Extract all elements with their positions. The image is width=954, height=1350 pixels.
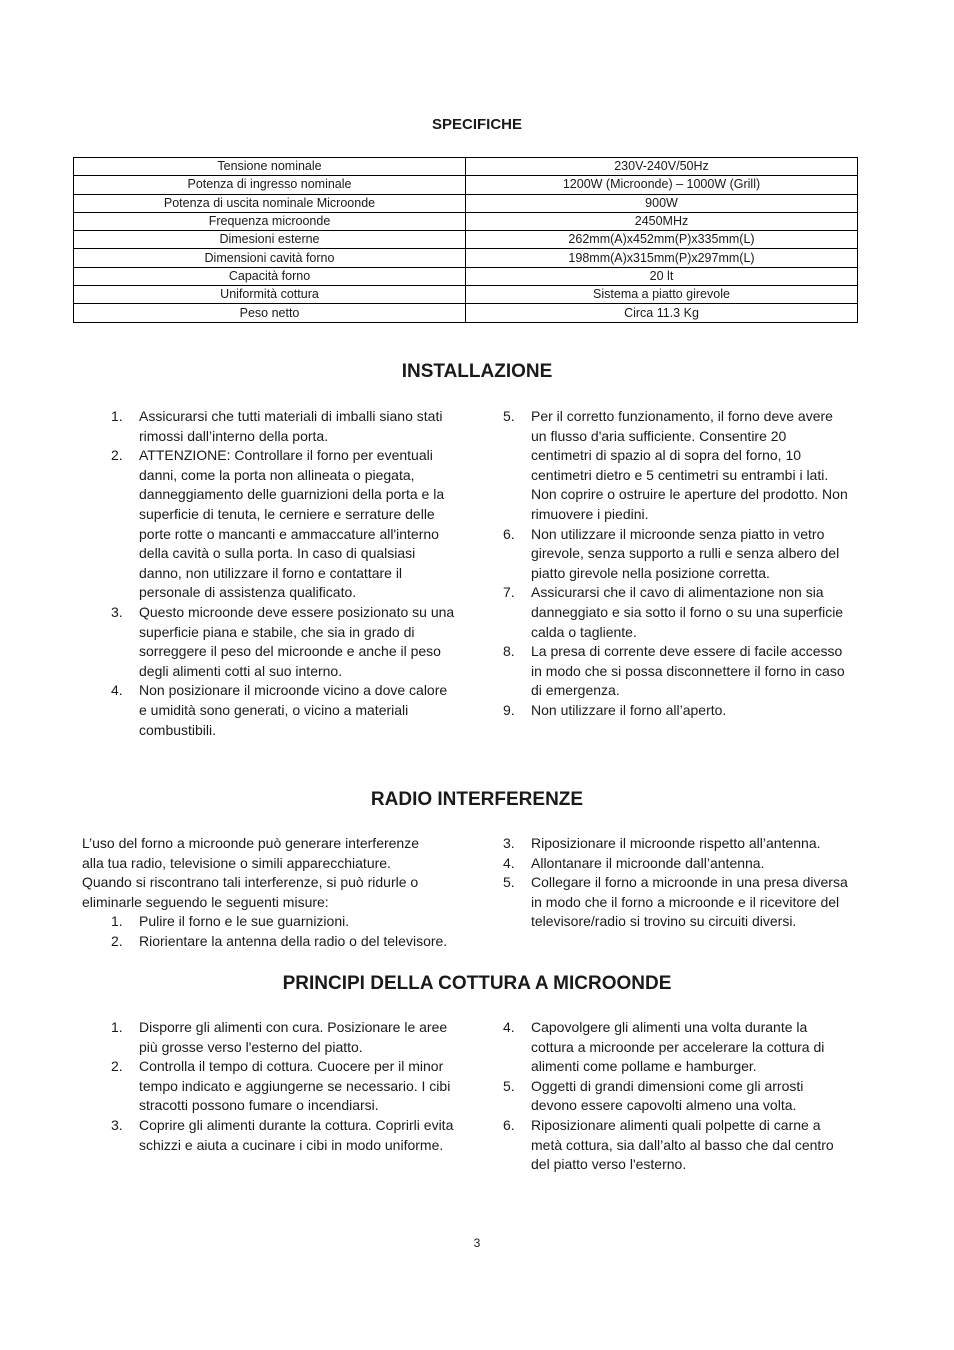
- spec-label: Capacità forno: [74, 267, 466, 285]
- list-item: [111, 1116, 456, 1155]
- table-row: [74, 267, 858, 285]
- spec-label: Dimensioni cavità forno: [74, 249, 466, 267]
- specs-table: [73, 157, 858, 323]
- list-item: [111, 446, 456, 603]
- principi-title: PRINCIPI DELLA COTTURA A MICROONDE: [282, 973, 672, 994]
- table-row: [74, 304, 858, 322]
- list-item: [111, 1018, 456, 1057]
- spec-value: 230V-240V/50Hz: [466, 158, 858, 176]
- table-row: [74, 231, 858, 249]
- radio-title: RADIO INTERFERENZE: [370, 789, 584, 810]
- list-number: 4.: [111, 682, 123, 699]
- list-text: Riposizionare il microonde rispetto all’antenna.: [531, 835, 821, 851]
- list-text: La presa di corrente deve essere di facile accesso in modo che si possa disconnettere il forno in caso di emergenza.: [531, 643, 845, 699]
- spec-value: 2450MHz: [466, 212, 858, 230]
- installazione-left-column: [111, 407, 456, 740]
- list-text: Assicurarsi che il cavo di alimentazione non sia danneggiato e sia sotto il forno o su una superficie calda o tagliente.: [531, 584, 844, 640]
- list-number: 5.: [503, 874, 515, 891]
- list-number: 1.: [111, 913, 123, 930]
- list-item: [111, 932, 456, 952]
- list-item: [503, 873, 848, 932]
- list-item: [503, 407, 848, 525]
- list-text: Disporre gli alimenti con cura. Posizionare le aree più grosse verso l'esterno del piatto.: [139, 1019, 448, 1055]
- list-number: 3.: [111, 603, 123, 620]
- list-text: Allontanare il microonde dall’antenna.: [531, 854, 765, 871]
- list-number: 4.: [503, 854, 515, 871]
- list-item: [111, 407, 456, 446]
- spec-label: Potenza di uscita nominale Microonde: [74, 194, 466, 212]
- list-item: [503, 525, 848, 584]
- list-text: Coprire gli alimenti durante la cottura. Coprirli evita schizzi e aiuta a cucinare i cibi in modo uniforme.: [139, 1116, 454, 1153]
- installazione-title: INSTALLAZIONE: [401, 361, 553, 382]
- list-item: [503, 1116, 851, 1175]
- spec-label: Potenza di ingresso nominale: [74, 176, 466, 194]
- list-number: 2.: [111, 1058, 123, 1075]
- list-item: [503, 642, 848, 701]
- list-item: [503, 834, 848, 854]
- spec-label: Frequenza microonde: [74, 212, 466, 230]
- list-text: Non utilizzare il forno all’aperto.: [531, 701, 727, 718]
- list-text: Questo microonde deve essere posizionato su una superficie piana e stabile, che sia in grado di sorreggere il peso del microonde e anche il peso degli alimenti cotti al suo interno.: [139, 603, 455, 679]
- spec-label: Peso netto: [74, 304, 466, 322]
- specs-title: SPECIFICHE: [431, 116, 522, 133]
- list-number: 7.: [503, 584, 515, 601]
- list-text: Non utilizzare il microonde senza piatto in vetro girevole, senza supporto a rulli e senza albero del piatto girevole nella posizione corretta.: [531, 525, 840, 581]
- list-text: Per il corretto funzionamento, il forno deve avere un flusso d'aria sufficiente. Consentire 20 centimetri di spazio al di sopra del forno, 10 centimetri dietro e 5 centimetri su entrambi i lati. Non coprire o ostruire le aperture del prodotto. Non rimuovere i piedini.: [531, 408, 848, 522]
- spec-value: 198mm(A)x315mm(P)x297mm(L): [466, 249, 858, 267]
- table-row: [74, 212, 858, 230]
- list-text: Pulire il forno e le sue guarnizioni.: [139, 913, 350, 930]
- spec-value: 20 lt: [466, 267, 858, 285]
- table-row: [74, 176, 858, 194]
- list-item: [111, 912, 456, 932]
- spec-label: Dimesioni esterne: [74, 231, 466, 249]
- list-text: Riorientare la antenna della radio o del televisore.: [139, 932, 448, 949]
- radio-left-column: [82, 834, 456, 952]
- spec-value: 1200W (Microonde) – 1000W (Grill): [466, 176, 858, 194]
- list-text: Capovolgere gli alimenti una volta durante la cottura a microonde per accelerare la cottura di alimenti come pollame e hamburger.: [531, 1019, 825, 1075]
- list-text: Oggetti di grandi dimensioni come gli arrosti devono essere capovolti almeno una volta.: [531, 1077, 804, 1114]
- list-text: Non posizionare il microonde vicino a dove calore e umidità sono generati, o vicino a materiali combustibili.: [139, 682, 448, 738]
- list-item: [111, 603, 456, 681]
- spec-value: 900W: [466, 194, 858, 212]
- list-item: [503, 1077, 851, 1116]
- list-item: [111, 1057, 456, 1116]
- spec-value: 262mm(A)x452mm(P)x335mm(L): [466, 231, 858, 249]
- list-number: 6.: [503, 525, 515, 542]
- list-number: 6.: [503, 1116, 515, 1133]
- radio-intro: L’uso del forno a microonde può generare interferenze alla tua radio, televisione o simili apparecchiature. Quando si riscontrano tali interferenze, si può ridurle o eliminarle seguendo le seguenti misure:: [82, 835, 419, 910]
- list-text: Collegare il forno a microonde in una presa diversa in modo che il forno a microonde e il ricevitore del televisore/radio si trovino su circuiti diversi.: [531, 874, 848, 930]
- list-item: [111, 681, 456, 740]
- list-text: ATTENZIONE: Controllare il forno per eventuali danni, come la porta non allineata o piegata, danneggiamento delle guarnizioni della porta e la superficie di tenuta, le cerniere e serrature delle porte rotte o mancanti e ammaccature all'interno della cavità o sulla porta. In caso di qualsiasi danno, non utilizzare il forno e contattare il personale di assistenza qualificato.: [139, 447, 445, 601]
- spec-label: Uniformità cottura: [74, 286, 466, 304]
- list-number: 3.: [503, 835, 515, 851]
- list-number: 1.: [111, 1019, 123, 1035]
- list-item: [503, 1018, 851, 1077]
- spec-label: Tensione nominale: [74, 158, 466, 176]
- list-item: [503, 854, 848, 874]
- list-number: 9.: [503, 701, 515, 718]
- page-number: 3: [473, 1236, 481, 1250]
- list-item: [503, 583, 848, 642]
- installazione-right-column: [503, 407, 848, 721]
- radio-right-column: [503, 834, 848, 932]
- list-number: 4.: [503, 1019, 515, 1035]
- list-number: 2.: [111, 932, 123, 949]
- spec-value: Circa 11.3 Kg: [466, 304, 858, 322]
- list-number: 3.: [111, 1116, 123, 1133]
- list-item: [503, 701, 848, 721]
- list-number: 2.: [111, 447, 123, 464]
- table-row: [74, 249, 858, 267]
- spec-value: Sistema a piatto girevole: [466, 286, 858, 304]
- table-row: [74, 158, 858, 176]
- principi-left-column: [111, 1018, 456, 1155]
- list-text: Assicurarsi che tutti materiali di imballi siano stati rimossi dall’interno della porta.: [139, 408, 443, 444]
- principi-right-column: [503, 1018, 851, 1175]
- list-text: Riposizionare alimenti quali polpette di carne a metà cottura, sia dall’alto al basso che dal centro del piatto verso l'esterno.: [531, 1116, 834, 1173]
- list-number: 8.: [503, 643, 515, 660]
- list-number: 5.: [503, 1077, 515, 1094]
- list-number: 5.: [503, 408, 515, 424]
- list-text: Controlla il tempo di cottura. Cuocere per il minor tempo indicato e aggiungerne se necessario. I cibi stracotti possono fumare o incendiarsi.: [139, 1058, 451, 1114]
- table-row: [74, 194, 858, 212]
- list-number: 1.: [111, 408, 123, 424]
- table-row: [74, 286, 858, 304]
